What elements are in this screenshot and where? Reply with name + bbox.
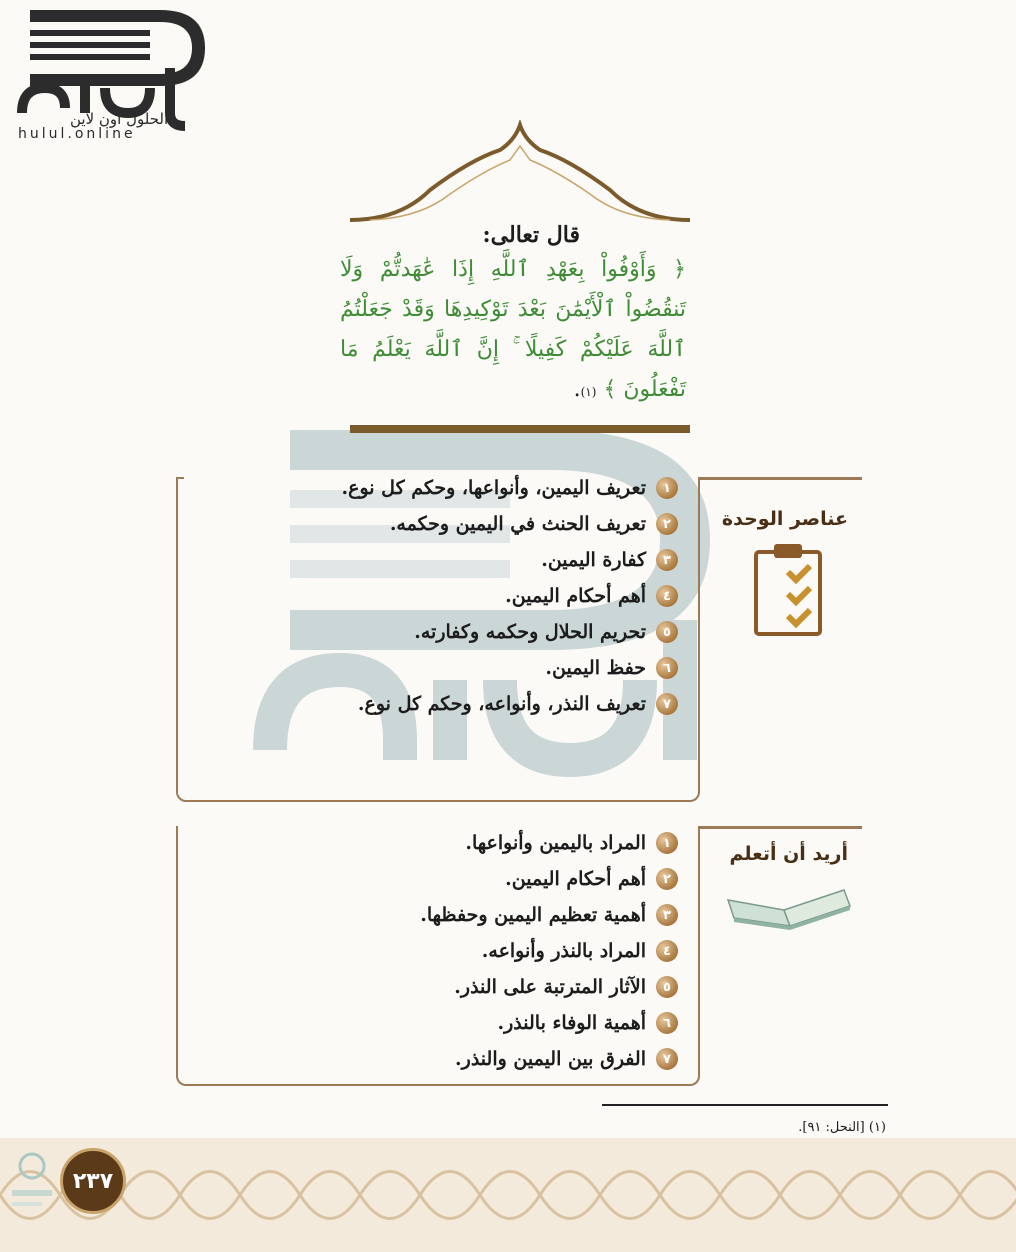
quran-verse — [340, 250, 686, 412]
item-number: ٧ — [656, 693, 678, 715]
list-item — [342, 614, 678, 650]
item-number: ٧ — [656, 1048, 678, 1070]
open-book-icon — [724, 880, 854, 932]
item-text: تحريم الحلال وحكمه وكفارته. — [414, 621, 646, 643]
item-text: تعريف الحنث في اليمين وحكمه. — [389, 513, 646, 535]
unit-elements-list — [342, 470, 678, 722]
verse-divider — [350, 425, 690, 433]
item-text: أهم أحكام اليمين. — [505, 585, 646, 607]
footnote: (١) [النحل: ٩١]. — [798, 1120, 886, 1135]
want-to-learn-tab-line — [700, 826, 862, 829]
clipboard-icon — [752, 542, 832, 638]
item-text: أهمية الوفاء بالنذر. — [497, 1012, 646, 1034]
item-text: تعريف اليمين، وأنواعها، وحكم كل نوع. — [341, 477, 646, 499]
list-item — [420, 969, 678, 1005]
list-item — [342, 506, 678, 542]
verse-body: ﴿ وَأَوْفُواْ بِعَهْدِ ٱللَّهِ إِذَا عَٰهَدتُّمْ وَلَا تَنقُضُواْ ٱلْأَيْمَٰنَ بَعْدَ تَوْكِيدِهَا وَقَدْ جَعَلْتُمُ ٱللَّهَ عَلَيْكُمْ كَفِيلًا ۚ إِنَّ ٱللَّهَ يَعْلَمُ مَا تَفْعَلُونَ ﴾ — [340, 257, 686, 402]
want-to-learn-list — [420, 825, 678, 1077]
list-item — [342, 470, 678, 506]
item-text: الآثار المترتبة على النذر. — [454, 976, 646, 998]
list-item — [420, 1041, 678, 1077]
list-item — [342, 686, 678, 722]
item-text: أهم أحكام اليمين. — [505, 868, 646, 890]
logo-arabic-text: الحلول اون لاين — [70, 110, 169, 128]
list-item — [420, 897, 678, 933]
item-number: ٣ — [656, 549, 678, 571]
list-item — [420, 1005, 678, 1041]
list-item — [342, 542, 678, 578]
item-number: ٤ — [656, 585, 678, 607]
item-number: ٦ — [656, 1012, 678, 1034]
verse-intro: قال تعالى: — [482, 222, 580, 248]
list-item — [420, 825, 678, 861]
list-item — [342, 650, 678, 686]
item-number: ١ — [656, 477, 678, 499]
verse-footnote-mark: (١) — [580, 385, 597, 399]
item-number: ٥ — [656, 621, 678, 643]
dome-ornament — [340, 120, 700, 230]
want-to-learn-title: أريد أن أتعلم — [729, 843, 848, 865]
unit-elements-tab-line — [700, 477, 862, 480]
item-text: كفارة اليمين. — [541, 549, 646, 571]
item-number: ٣ — [656, 904, 678, 926]
ministry-logo — [6, 1142, 58, 1242]
item-text: المراد بالنذر وأنواعه. — [481, 940, 646, 962]
footnote-divider — [602, 1104, 888, 1106]
item-text: حفظ اليمين. — [545, 657, 646, 679]
item-number: ٥ — [656, 976, 678, 998]
item-text: أهمية تعظيم اليمين وحفظها. — [420, 904, 646, 926]
item-number: ٢ — [656, 868, 678, 890]
list-item — [420, 861, 678, 897]
item-number: ٢ — [656, 513, 678, 535]
item-text: المراد باليمين وأنواعها. — [465, 832, 646, 854]
unit-elements-title: عناصر الوحدة — [721, 508, 848, 530]
box-top-line — [176, 477, 184, 479]
list-item — [420, 933, 678, 969]
item-text: الفرق بين اليمين والنذر. — [455, 1048, 646, 1070]
list-item — [342, 578, 678, 614]
bottom-ornament — [0, 1138, 1016, 1252]
item-number: ١ — [656, 832, 678, 854]
page-number: ٢٣٧ — [60, 1148, 126, 1214]
item-text: تعريف النذر، وأنواعه، وحكم كل نوع. — [357, 693, 646, 715]
item-number: ٤ — [656, 940, 678, 962]
item-number: ٦ — [656, 657, 678, 679]
logo-latin-text: hulul.online — [18, 126, 136, 142]
verse-end: . — [573, 377, 581, 402]
